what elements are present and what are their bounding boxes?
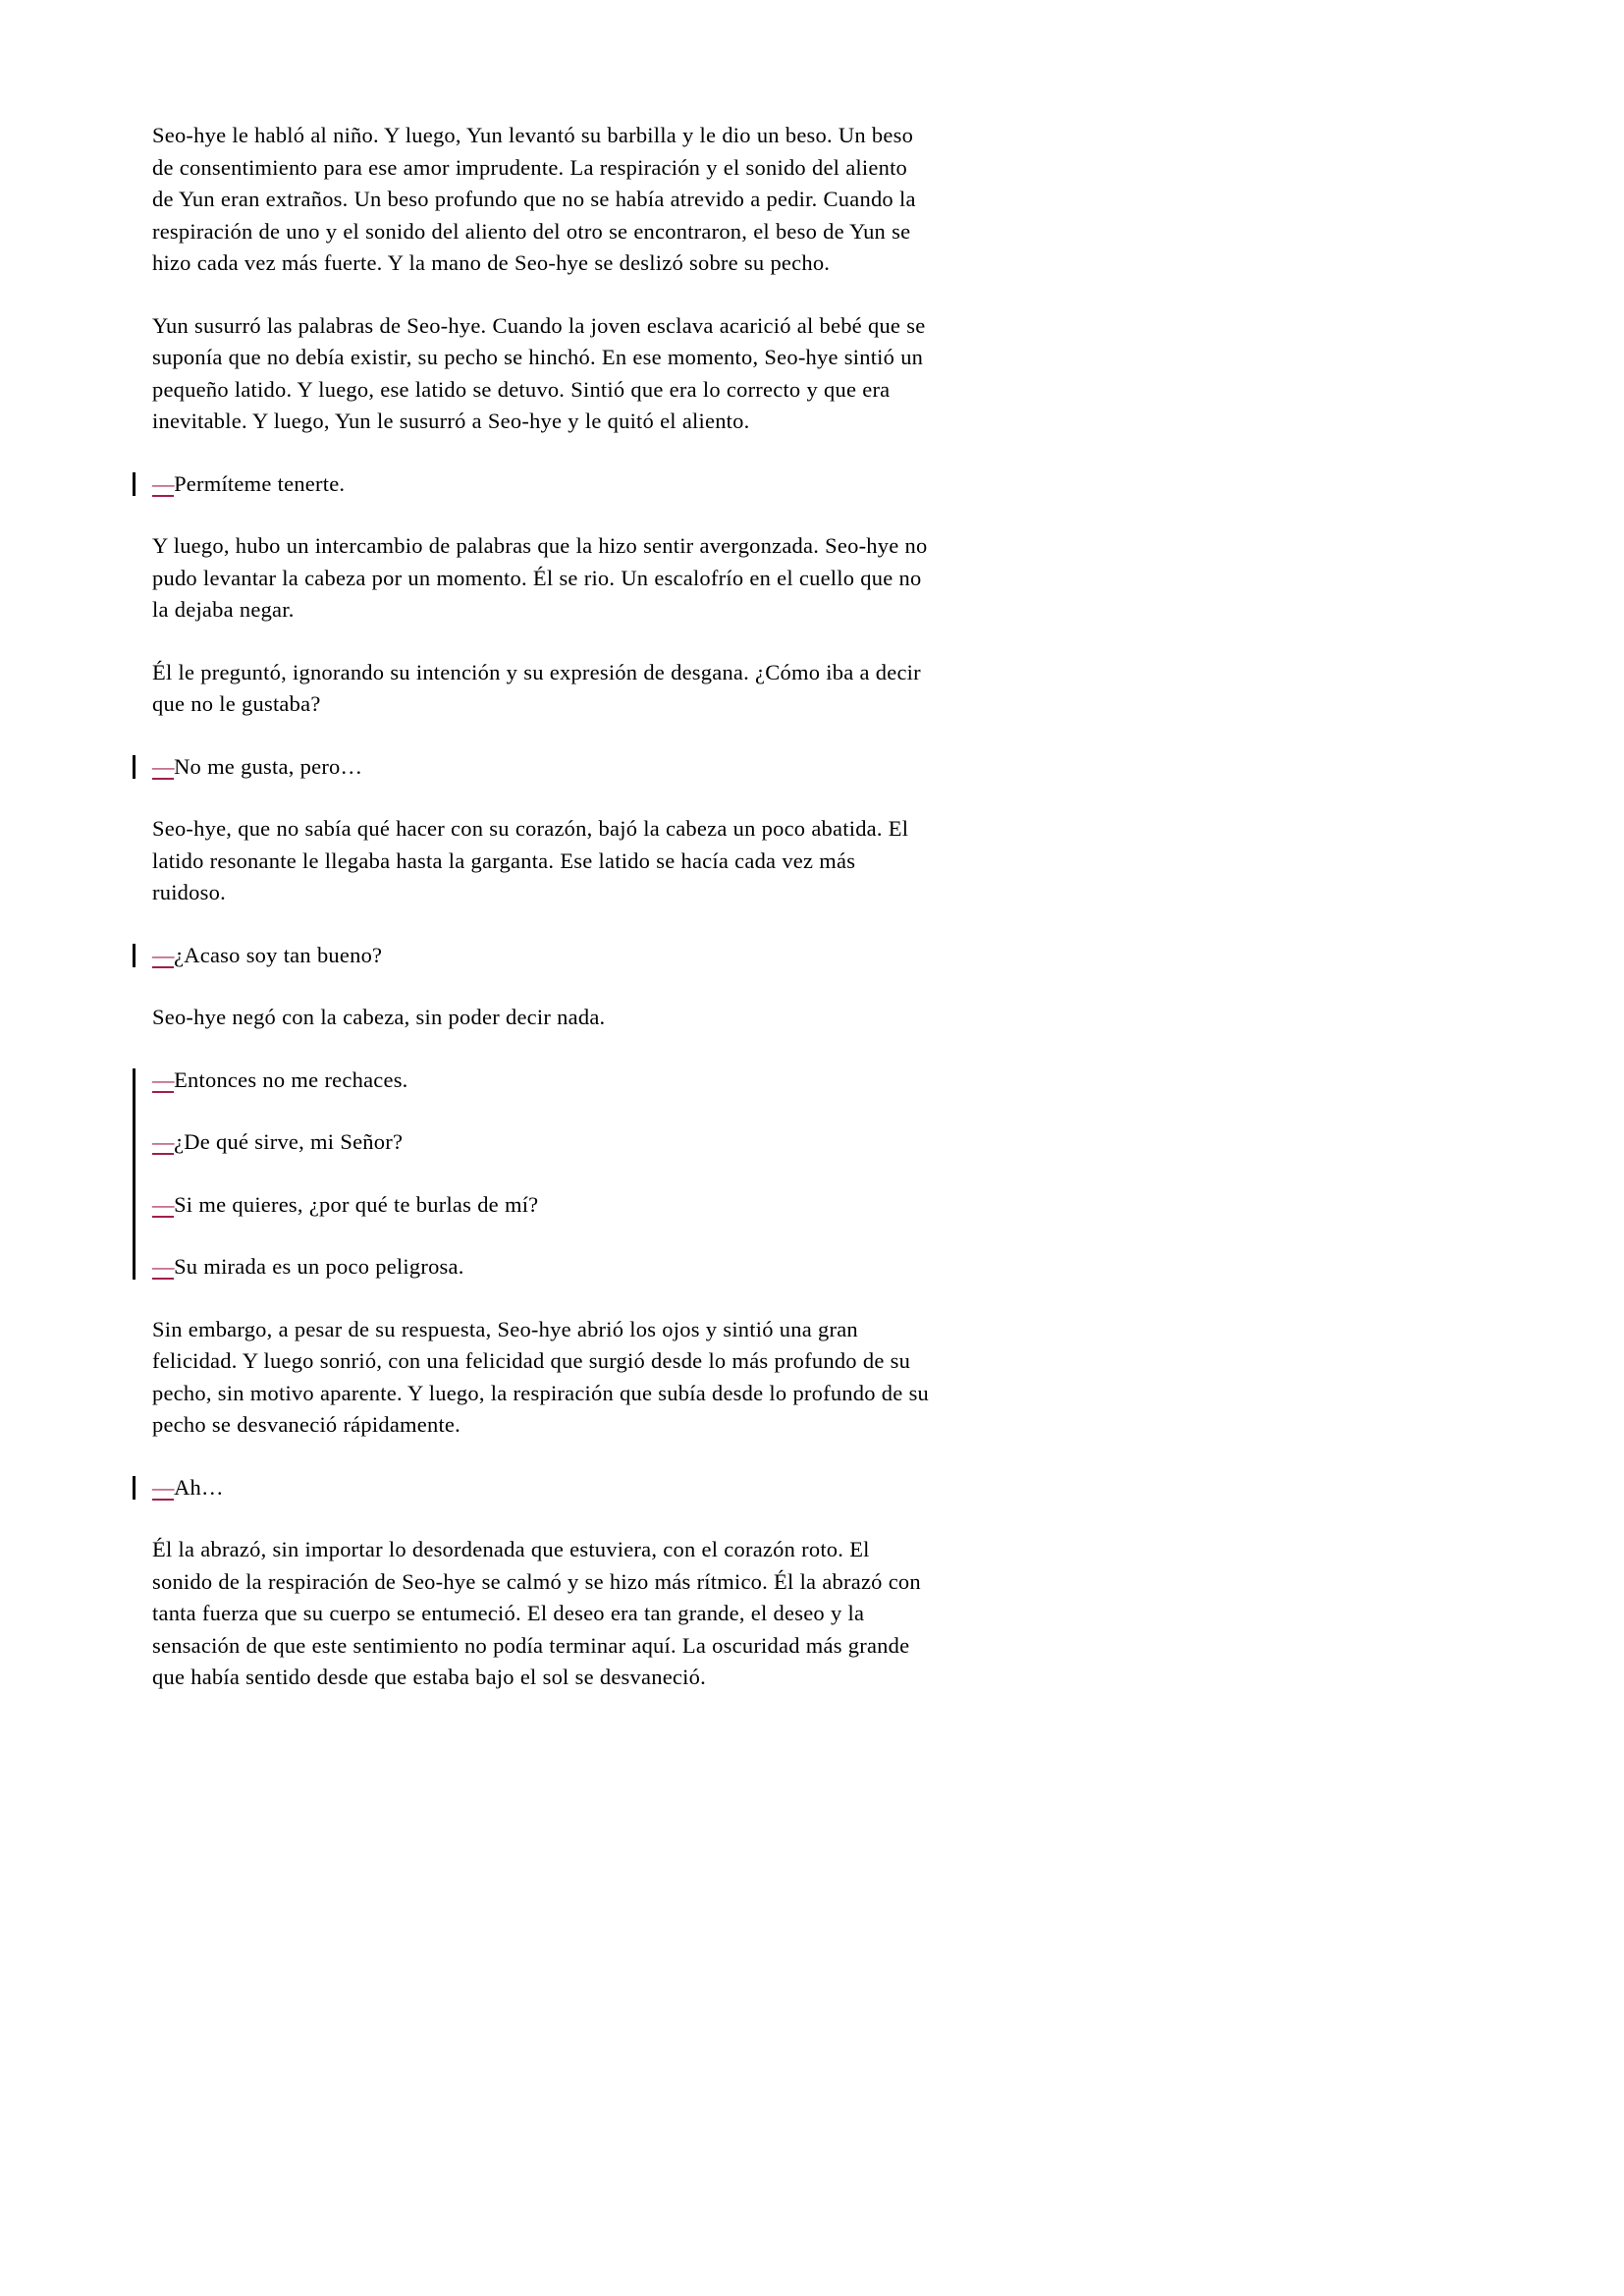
changed-block [152,940,931,972]
dialogue-dash-icon: — [152,1129,175,1154]
dialogue-text: Si me quieres, ¿por qué te burlas de mí? [174,1191,539,1217]
changed-block [152,1065,931,1284]
narration-paragraph: Él la abrazó, sin importar lo desordenada que estuviera, con el corazón roto. El sonido de la respiración de Seo-hye se calmó y se hizo más rítmico. Él la abrazó con tanta fuerza que su cuerpo se entumeció. El deseo era tan grande, el deseo y la sensación de que este sentimiento no podía terminar aquí. La oscuridad más grande que había sentido desde que estaba bajo el sol se desvaneció. [152,1537,921,1689]
narration-paragraph: Seo-hye negó con la cabeza, sin poder decir nada. [152,1005,606,1029]
dialogue-dash-icon: — [152,470,175,496]
dialogue-dash-icon: — [152,1066,175,1092]
dialogue-text: Entonces no me rechaces. [174,1066,408,1092]
text-block [152,530,931,721]
dialogue-dash-icon: — [152,942,175,967]
dialogue-text: ¿Acaso soy tan bueno? [174,942,383,967]
narration-paragraph: Yun susurró las palabras de Seo-hye. Cuando la joven esclava acarició al bebé que se suponía que no debía existir, su pecho se hinchó. En ese momento, Seo-hye sintió un pequeño latido. Y luego, ese latido se detuvo. Sintió que era lo correcto y que era inevitable. Y luego, Yun le susurró a Seo-hye y le quitó el aliento. [152,312,926,433]
dialogue-paragraph [152,940,931,972]
changed-block [152,468,931,501]
text-block [152,1534,931,1694]
dialogue-text: Ah… [174,1474,224,1500]
dialogue-paragraph [152,468,931,501]
dialogue-paragraph [152,751,931,784]
dialogue-paragraph [152,1065,931,1097]
dialogue-dash-icon: — [152,753,175,779]
text-block [152,1002,931,1034]
dialogue-dash-icon: — [152,1474,175,1500]
narration-paragraph: Seo-hye, que no sabía qué hacer con su corazón, bajó la cabeza un poco abatida. El latido resonante le llegaba hasta la garganta. Ese latido se hacía cada vez más ruidoso. [152,816,909,904]
text-block [152,120,931,438]
narration-paragraph: Seo-hye le habló al niño. Y luego, Yun levantó su barbilla y le dio un beso. Un beso de consentimiento para ese amor imprudente. La respiración y el sonido del aliento de Yun eran extraños. Un beso profundo que no se había atrevido a pedir. Cuando la respiración de uno y el sonido del aliento del otro se encontraron, el beso de Yun se hizo cada vez más fuerte. Y la mano de Seo-hye se deslizó sobre su pecho. [152,123,916,275]
narration-paragraph: Y luego, hubo un intercambio de palabras que la hizo sentir avergonzada. Seo-hye no pudo levantar la cabeza por un momento. Él se rio. Un escalofrío en el cuello que no la dejaba negar. [152,533,928,622]
changed-block [152,751,931,784]
dialogue-paragraph [152,1126,931,1159]
text-block [152,1314,931,1442]
text-column [152,120,931,1724]
text-block [152,813,931,909]
narration-paragraph: Sin embargo, a pesar de su respuesta, Seo-hye abrió los ojos y sintió una gran felicidad. Y luego sonrió, con una felicidad que surgió desde lo más profundo de su pecho, sin motivo aparente. Y luego, la respiración que subía desde lo profundo de su pecho se desvaneció rápidamente. [152,1316,930,1437]
dialogue-text: No me gusta, pero… [174,753,363,779]
dialogue-text: Su mirada es un poco peligrosa. [174,1254,464,1279]
dialogue-text: ¿De qué sirve, mi Señor? [174,1129,404,1154]
dialogue-paragraph [152,1189,931,1222]
dialogue-text: Permíteme tenerte. [174,470,346,496]
narration-paragraph: Él le preguntó, ignorando su intención y su expresión de desgana. ¿Cómo iba a decir que no le gustaba? [152,659,921,716]
changed-block [152,1472,931,1504]
dialogue-dash-icon: — [152,1191,175,1217]
dialogue-paragraph [152,1251,931,1284]
dialogue-dash-icon: — [152,1254,175,1279]
dialogue-paragraph [152,1472,931,1504]
